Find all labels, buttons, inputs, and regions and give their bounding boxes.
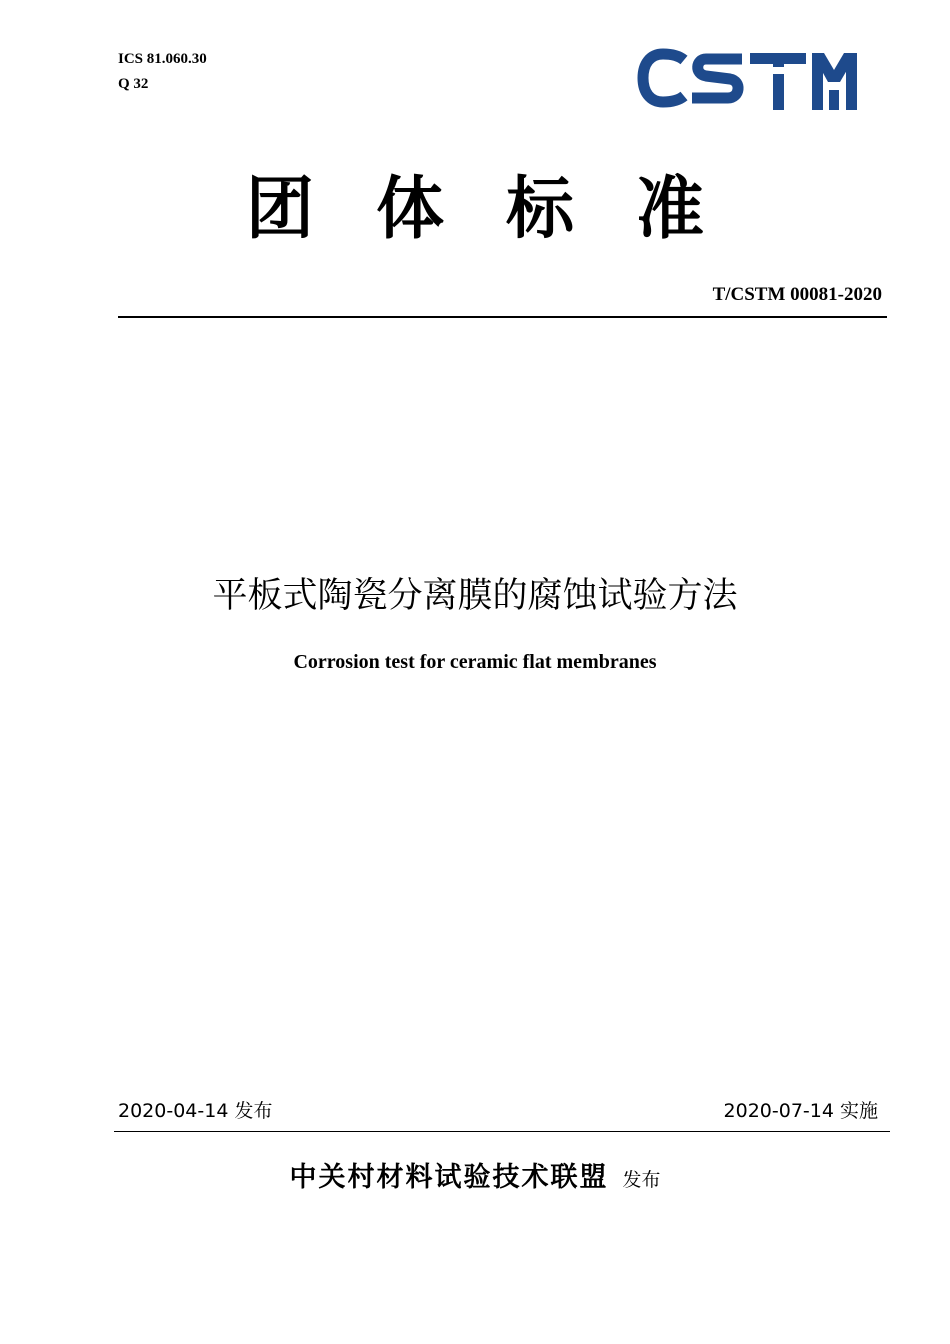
- cstm-logo: [636, 46, 858, 112]
- issuer-name: 中关村材料试验技术联盟: [289, 1162, 609, 1193]
- issuer-suffix: 发布: [622, 1169, 661, 1191]
- ccs-code: Q 32: [118, 76, 149, 92]
- ics-code: ICS 81.060.30: [118, 51, 207, 67]
- standard-type-heading: 团体标准: [245, 170, 766, 249]
- title-english: Corrosion test for ceramic flat membranes: [293, 651, 657, 673]
- title-chinese: 平板式陶瓷分离膜的腐蚀试验方法: [212, 576, 738, 616]
- standard-number: T/CSTM 00081-2020: [712, 284, 882, 305]
- header-divider: [118, 316, 887, 318]
- publish-date: 2020-04-14 发布: [118, 1100, 273, 1122]
- issuer-block: [0, 1158, 950, 1200]
- implement-date: 2020-07-14 实施: [723, 1100, 878, 1122]
- footer-divider: [114, 1131, 890, 1132]
